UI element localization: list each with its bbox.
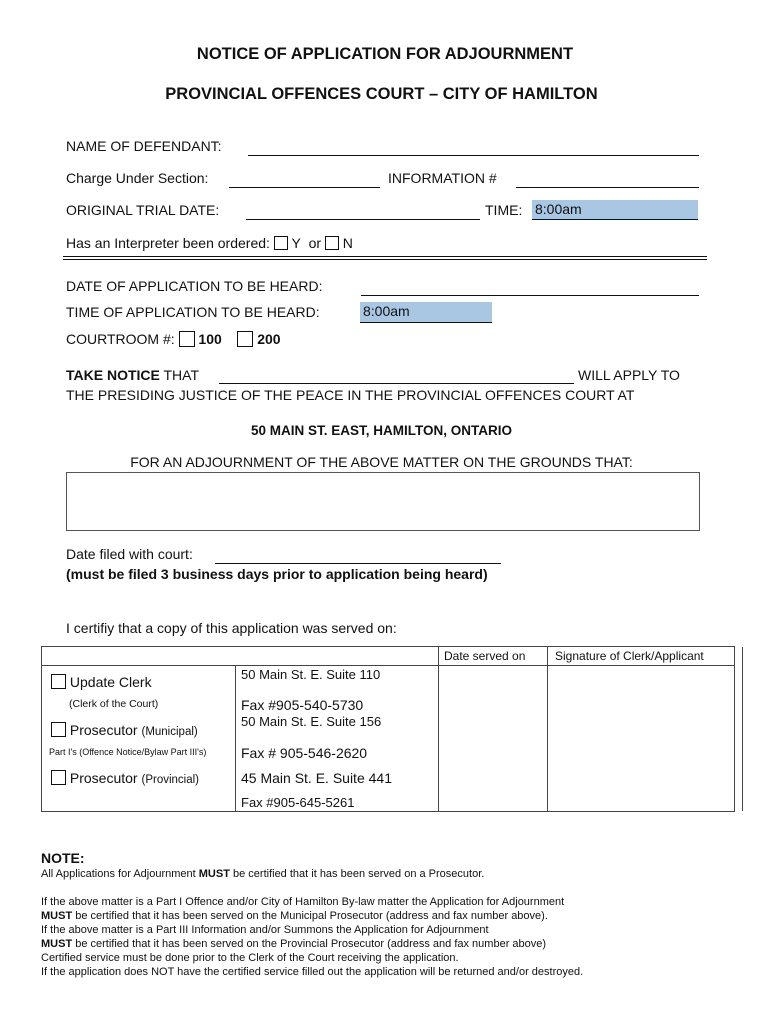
take-notice-that: THAT — [163, 367, 200, 383]
divider — [63, 256, 707, 257]
date-filed-field[interactable] — [215, 563, 501, 564]
date-filed-label: Date filed with court: — [66, 546, 193, 562]
note-heading: NOTE: — [41, 850, 85, 866]
update-clerk-sub: (Clerk of the Court) — [69, 698, 159, 710]
interpreter-row — [66, 235, 353, 251]
interpreter-no-label: N — [342, 235, 353, 251]
app-date-label: DATE OF APPLICATION TO BE HEARD: — [66, 278, 323, 294]
note-line-5 — [41, 937, 546, 951]
note-line-6: Certified service must be done prior to the Clerk of the Court receiving the application. — [41, 952, 459, 964]
courtroom-label: COURTROOM #: — [66, 331, 175, 347]
interpreter-yes-checkbox[interactable] — [274, 236, 288, 250]
take-notice-bold: TAKE NOTICE — [66, 367, 160, 383]
note-line-3 — [41, 909, 548, 923]
note-text: be certified that it has been served on the Municipal Prosecutor (address and fax number above). — [72, 910, 548, 922]
page-subtitle: PROVINCIAL OFFENCES COURT – CITY OF HAMILTON — [165, 85, 598, 103]
time-label: TIME: — [485, 202, 523, 218]
col-signature: Signature of Clerk/Applicant — [555, 649, 704, 663]
courtroom-row — [66, 331, 281, 347]
note-line-2: If the above matter is a Part I Offence and/or City of Hamilton By-law matter the Application for Adjournment — [41, 896, 565, 908]
note-line-7: If the application does NOT have the certified service filled out the application will be returned and/or destroyed. — [41, 966, 584, 978]
trial-date-field[interactable] — [246, 219, 480, 220]
municipal-address: 50 Main St. E. Suite 156 — [241, 714, 382, 729]
clerk-address: 50 Main St. E. Suite 110 — [241, 667, 381, 682]
prosecutor-municipal-label: Prosecutor — [69, 722, 138, 738]
update-clerk-option[interactable] — [51, 674, 152, 690]
grounds-textbox[interactable] — [66, 472, 700, 531]
charge-field[interactable] — [229, 187, 380, 188]
courtroom-100-checkbox[interactable] — [179, 331, 195, 347]
note-text: be certified that it has been served on the Provincial Prosecutor (address and fax number above) — [72, 938, 547, 950]
note-line-1 — [41, 867, 484, 881]
clerk-fax: Fax #905-540-5730 — [241, 697, 364, 713]
app-time-label: TIME OF APPLICATION TO BE HEARD: — [66, 304, 320, 320]
filing-deadline-note: (must be filed 3 business days prior to application being heard) — [66, 566, 488, 582]
prosecutor-municipal-paren: (Municipal) — [141, 726, 198, 738]
defendant-label: NAME OF DEFENDANT: — [66, 138, 222, 154]
note-text: All Applications for Adjournment — [41, 868, 199, 880]
take-notice — [66, 367, 199, 383]
provincial-address: 45 Main St. E. Suite 441 — [241, 770, 392, 786]
prosecutor-provincial-paren: (Provincial) — [141, 774, 199, 786]
trial-time-field[interactable]: 8:00am — [532, 200, 698, 220]
divider — [63, 259, 707, 260]
courtroom-200-label: 200 — [257, 331, 281, 347]
prosecutor-provincial-option[interactable] — [51, 770, 199, 786]
prosecutor-municipal-checkbox[interactable] — [51, 722, 66, 737]
court-address: 50 MAIN ST. EAST, HAMILTON, ONTARIO — [250, 423, 512, 438]
interpreter-or-label: or — [308, 235, 322, 251]
municipal-fax: Fax # 905-546-2620 — [241, 745, 368, 761]
courtroom-100-label: 100 — [198, 331, 222, 347]
note-emphasis: MUST — [41, 938, 73, 950]
app-time-field[interactable]: 8:00am — [360, 302, 492, 323]
information-field[interactable] — [516, 187, 699, 188]
note-text: be certified that it has been served on a Prosecutor. — [229, 868, 485, 880]
update-clerk-label: Update Clerk — [69, 674, 152, 690]
prosecutor-provincial-checkbox[interactable] — [51, 770, 66, 785]
note-emphasis: MUST — [198, 868, 230, 880]
interpreter-label: Has an Interpreter been ordered: — [66, 235, 270, 251]
app-date-field[interactable] — [361, 295, 699, 296]
note-emphasis: MUST — [41, 910, 73, 922]
interpreter-yes-label: Y — [291, 235, 301, 251]
charge-label: Charge Under Section: — [66, 170, 209, 186]
col-date-served: Date served on — [444, 649, 526, 663]
prosecutor-provincial-label: Prosecutor — [69, 770, 138, 786]
defendant-field[interactable] — [248, 155, 699, 156]
trial-date-label: ORIGINAL TRIAL DATE: — [66, 202, 220, 218]
certify-text: I certifiy that a copy of this application was served on: — [66, 620, 397, 636]
applicant-field[interactable] — [219, 383, 574, 384]
prosecutor-municipal-sub: Part I's (Offence Notice/Bylaw Part III's) — [49, 747, 207, 757]
service-table — [41, 646, 735, 812]
grounds-label: FOR AN ADJOURNMENT OF THE ABOVE MATTER ON THE GROUNDS THAT: — [130, 454, 633, 470]
notice-line-2: THE PRESIDING JUSTICE OF THE PEACE IN THE PROVINCIAL OFFENCES COURT AT — [66, 387, 635, 403]
will-apply: WILL APPLY TO — [578, 367, 680, 383]
information-label: INFORMATION # — [388, 170, 497, 186]
prosecutor-municipal-option[interactable] — [51, 722, 198, 738]
provincial-fax: Fax #905-645-5261 — [241, 795, 355, 810]
courtroom-200-checkbox[interactable] — [237, 331, 253, 347]
note-line-4: If the above matter is a Part III Information and/or Summons the Application for Adjournment — [41, 924, 489, 936]
page-title: NOTICE OF APPLICATION FOR ADJOURNMENT — [196, 45, 574, 63]
interpreter-no-checkbox[interactable] — [325, 236, 339, 250]
update-clerk-checkbox[interactable] — [51, 674, 66, 689]
